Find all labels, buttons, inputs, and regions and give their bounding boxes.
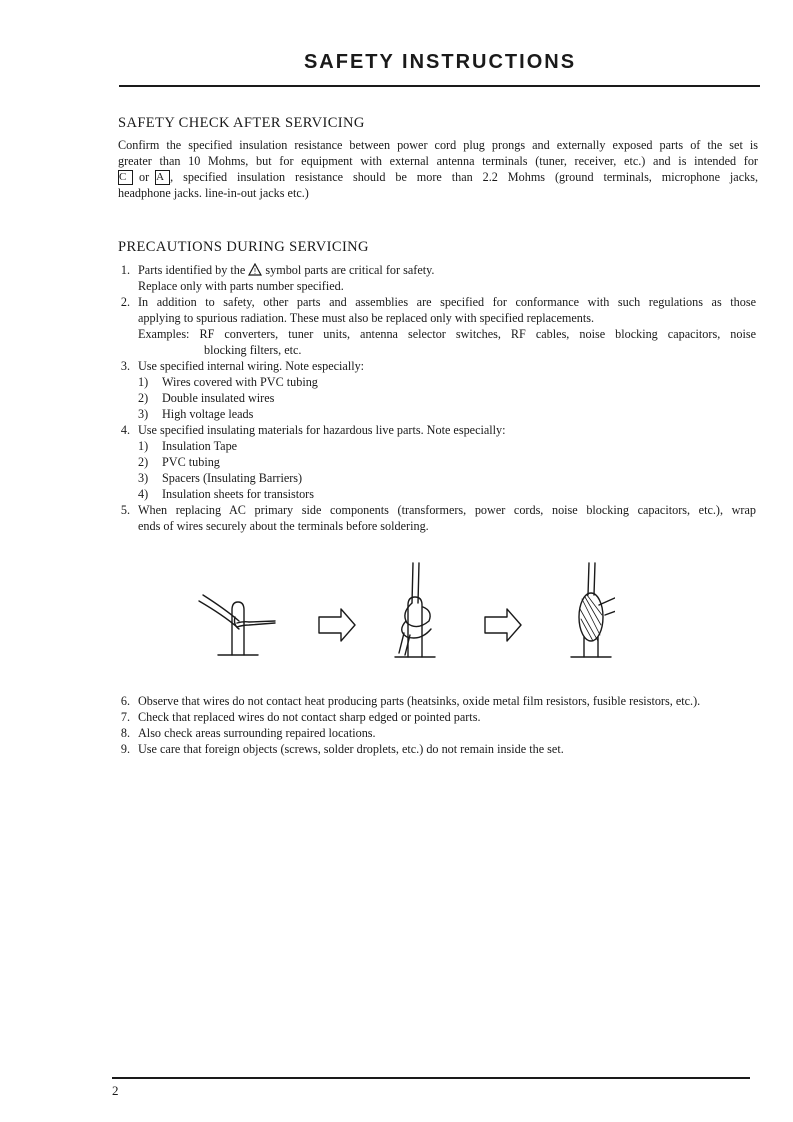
sub-item-number: 3)	[138, 471, 149, 485]
sub-item	[118, 470, 758, 486]
item-text: When replacing AC primary side components (transformers, power cords, noise blocking capacitors, etc.), wrap	[138, 503, 756, 517]
sub-item-text: Insulation sheets for transistors	[162, 487, 314, 501]
list-item	[118, 422, 758, 438]
item-number: 7.	[120, 710, 130, 724]
sub-item	[118, 438, 758, 454]
precautions-list	[118, 262, 758, 534]
safety-check-line-4: headphone jacks. line-in-out jacks etc.)	[118, 186, 309, 200]
item-number: 3.	[120, 359, 130, 373]
safety-check-paragraph	[118, 137, 758, 201]
item-text: Also check areas surrounding repaired locations.	[138, 726, 376, 740]
page-number: 2	[112, 1083, 119, 1098]
svg-text:!: !	[254, 267, 257, 276]
footer-rule	[112, 1077, 750, 1079]
sub-item-text: PVC tubing	[162, 455, 220, 469]
safety-check-line-3	[118, 169, 758, 185]
item-text: Check that replaced wires do not contact sharp edged or pointed parts.	[138, 710, 481, 724]
sub-item-number: 1)	[138, 375, 149, 389]
item-text: Use specified internal wiring. Note especially:	[138, 359, 365, 373]
item-number: 4.	[120, 423, 130, 437]
section-heading-safety-check: SAFETY CHECK AFTER SERVICING	[118, 115, 365, 131]
item-text: symbol parts are critical for safety.	[265, 263, 435, 277]
item-number: 6.	[120, 694, 130, 708]
section-heading-precautions: PRECAUTIONS DURING SERVICING	[118, 239, 369, 255]
safety-check-line-3-rest: , specified insulation resistance should be more than 2.2 Mohms (ground terminals, microphone jacks,	[170, 170, 758, 184]
sub-item	[118, 374, 758, 390]
wire-wrap-soldering-illustration	[195, 555, 615, 670]
list-item	[118, 502, 758, 518]
precautions-list-continued	[118, 693, 758, 757]
item-text: Examples: RF converters, tuner units, antenna selector switches, RF cables, noise blocking capacitors, noise	[138, 327, 756, 341]
sub-item-number: 3)	[138, 407, 149, 421]
class-a-box: A	[155, 170, 170, 185]
sub-item	[118, 486, 758, 502]
arrow-right-icon	[485, 609, 521, 641]
item-text: applying to spurious radiation. These must also be replaced only with specified replacements.	[138, 311, 595, 325]
sub-item	[118, 406, 758, 422]
sub-item-number: 1)	[138, 439, 149, 453]
list-item	[118, 709, 758, 725]
list-item	[118, 741, 758, 757]
class-c-box: C	[118, 170, 133, 185]
item-number: 1.	[120, 263, 130, 277]
list-item	[118, 358, 758, 374]
item-text: Use specified insulating materials for hazardous live parts. Note especially:	[138, 423, 506, 437]
safety-check-line-2: greater than 10 Mohms, but for equipment with external antenna terminals (tuner, receiver, etc.) and is intended for	[118, 154, 758, 168]
item-number: 8.	[120, 726, 130, 740]
item-number: 5.	[120, 503, 130, 517]
header-rule	[119, 85, 760, 87]
terminal-wire-wrapped-icon	[395, 563, 435, 657]
list-item	[118, 262, 758, 278]
safety-check-line-1: Confirm the specified insulation resistance between power cord plug prongs and externally exposed parts of the set is	[118, 138, 758, 152]
sub-item-text: Insulation Tape	[162, 439, 238, 453]
item-number: 2.	[120, 295, 130, 309]
item-text: Observe that wires do not contact heat producing parts (heatsinks, oxide metal film resistors, fusible resistors, etc.).	[138, 694, 701, 708]
sub-item-number: 2)	[138, 391, 149, 405]
item-text: Use care that foreign objects (screws, solder droplets, etc.) do not remain inside the set.	[138, 742, 564, 756]
sub-item	[118, 390, 758, 406]
list-item	[118, 294, 758, 310]
or-word: or	[139, 170, 150, 184]
sub-item-text: Double insulated wires	[162, 391, 275, 405]
sub-item-text: High voltage leads	[162, 407, 254, 421]
item-text: Replace only with parts number specified.	[138, 279, 344, 293]
item-text: In addition to safety, other parts and assemblies are specified for conformance with such regulations as those	[138, 295, 756, 309]
item-text: blocking filters, etc.	[204, 343, 302, 357]
soldering-iron-joint-icon	[571, 563, 615, 657]
page-title: SAFETY INSTRUCTIONS	[303, 51, 577, 73]
sub-item-text: Spacers (Insulating Barriers)	[162, 471, 303, 485]
arrow-right-icon	[319, 609, 355, 641]
terminal-wire-hooked-icon	[199, 595, 275, 655]
list-item	[118, 725, 758, 741]
item-number: 9.	[120, 742, 130, 756]
sub-item-text: Wires covered with PVC tubing	[162, 375, 318, 389]
item-text: ends of wires securely about the terminals before soldering.	[138, 519, 429, 533]
sub-item	[118, 454, 758, 470]
list-item	[118, 693, 758, 709]
item-text: Parts identified by the	[138, 263, 246, 277]
sub-item-number: 2)	[138, 455, 149, 469]
sub-item-number: 4)	[138, 487, 149, 501]
